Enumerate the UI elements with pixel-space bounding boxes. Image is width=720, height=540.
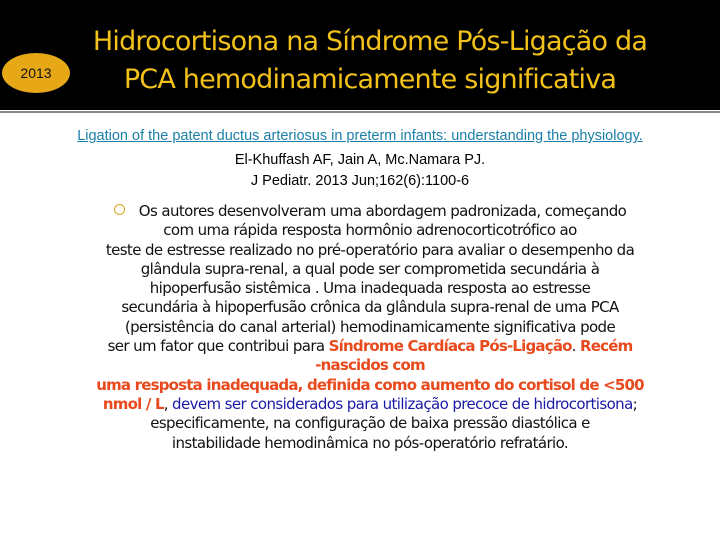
body-text: com uma rápida resposta hormônio adrenocorticotrófico ao: [163, 221, 577, 240]
emphasis-text: devem ser considerados para utilização precoce de hidrocortisona: [172, 394, 633, 413]
body-line: [40, 202, 700, 221]
body-text: instabilidade hemodinâmica no pós-operatório refratário.: [171, 433, 569, 452]
body-text: hipoperfusão sistêmica . Uma inadequada resposta ao estresse: [149, 279, 591, 298]
slide-title-line2: PCA hemodinamicamente significativa: [123, 64, 617, 95]
body-text: .: [571, 337, 581, 356]
body-text: ser um fator que contribui para: [107, 337, 329, 356]
header-divider: [0, 111, 720, 113]
body-text: Os autores desenvolveram uma abordagem padronizada, começando: [138, 202, 627, 220]
highlight-text: -nascidos com: [315, 356, 425, 375]
article-authors: El-Khuffash AF, Jain A, Mc.Namara PJ.: [234, 152, 486, 168]
body-line: [40, 279, 700, 298]
body-text: ;: [632, 394, 638, 413]
year-badge: 2013: [2, 53, 70, 93]
body-text: teste de estresse realizado no pré-operatório para avaliar o desempenho da: [105, 240, 635, 259]
body-line: [40, 376, 700, 395]
body-line: [40, 434, 700, 453]
highlight-text: Síndrome Cardíaca Pós-Ligação: [328, 337, 572, 356]
body-text: ,: [163, 394, 173, 413]
body-line: [40, 395, 700, 414]
body-line: [40, 414, 700, 433]
body-text: glândula supra-renal, a qual pode ser comprometida secundária à: [140, 259, 600, 278]
highlight-text: uma resposta inadequada, definida como aumento do cortisol de <500: [96, 375, 644, 394]
body-line: [40, 221, 700, 240]
article-link[interactable]: Ligation of the patent ductus arteriosus in preterm infants: understanding the physiology.: [77, 128, 643, 144]
bullet-icon: [114, 204, 125, 215]
body-text: especificamente, na configuração de baixa pressão diastólica e: [150, 414, 590, 433]
body-line: [40, 241, 700, 260]
body-line: [40, 318, 700, 337]
body-line: [40, 298, 700, 317]
highlight-text: nmol / L: [102, 394, 164, 413]
article-journal: J Pediatr. 2013 Jun;162(6):1100-6: [250, 173, 470, 189]
highlight-text: Recém: [580, 337, 633, 356]
body-line: [40, 337, 700, 356]
slide-title-line1: Hidrocortisona na Síndrome Pós-Ligação da: [92, 26, 648, 57]
body-line: [40, 356, 700, 375]
slide-body-text: [40, 202, 700, 453]
body-text: secundária à hipoperfusão crônica da glândula supra-renal de uma PCA: [121, 298, 619, 317]
body-text: (persistência do canal arterial) hemodinamicamente significativa pode: [124, 317, 616, 336]
body-line: [40, 260, 700, 279]
